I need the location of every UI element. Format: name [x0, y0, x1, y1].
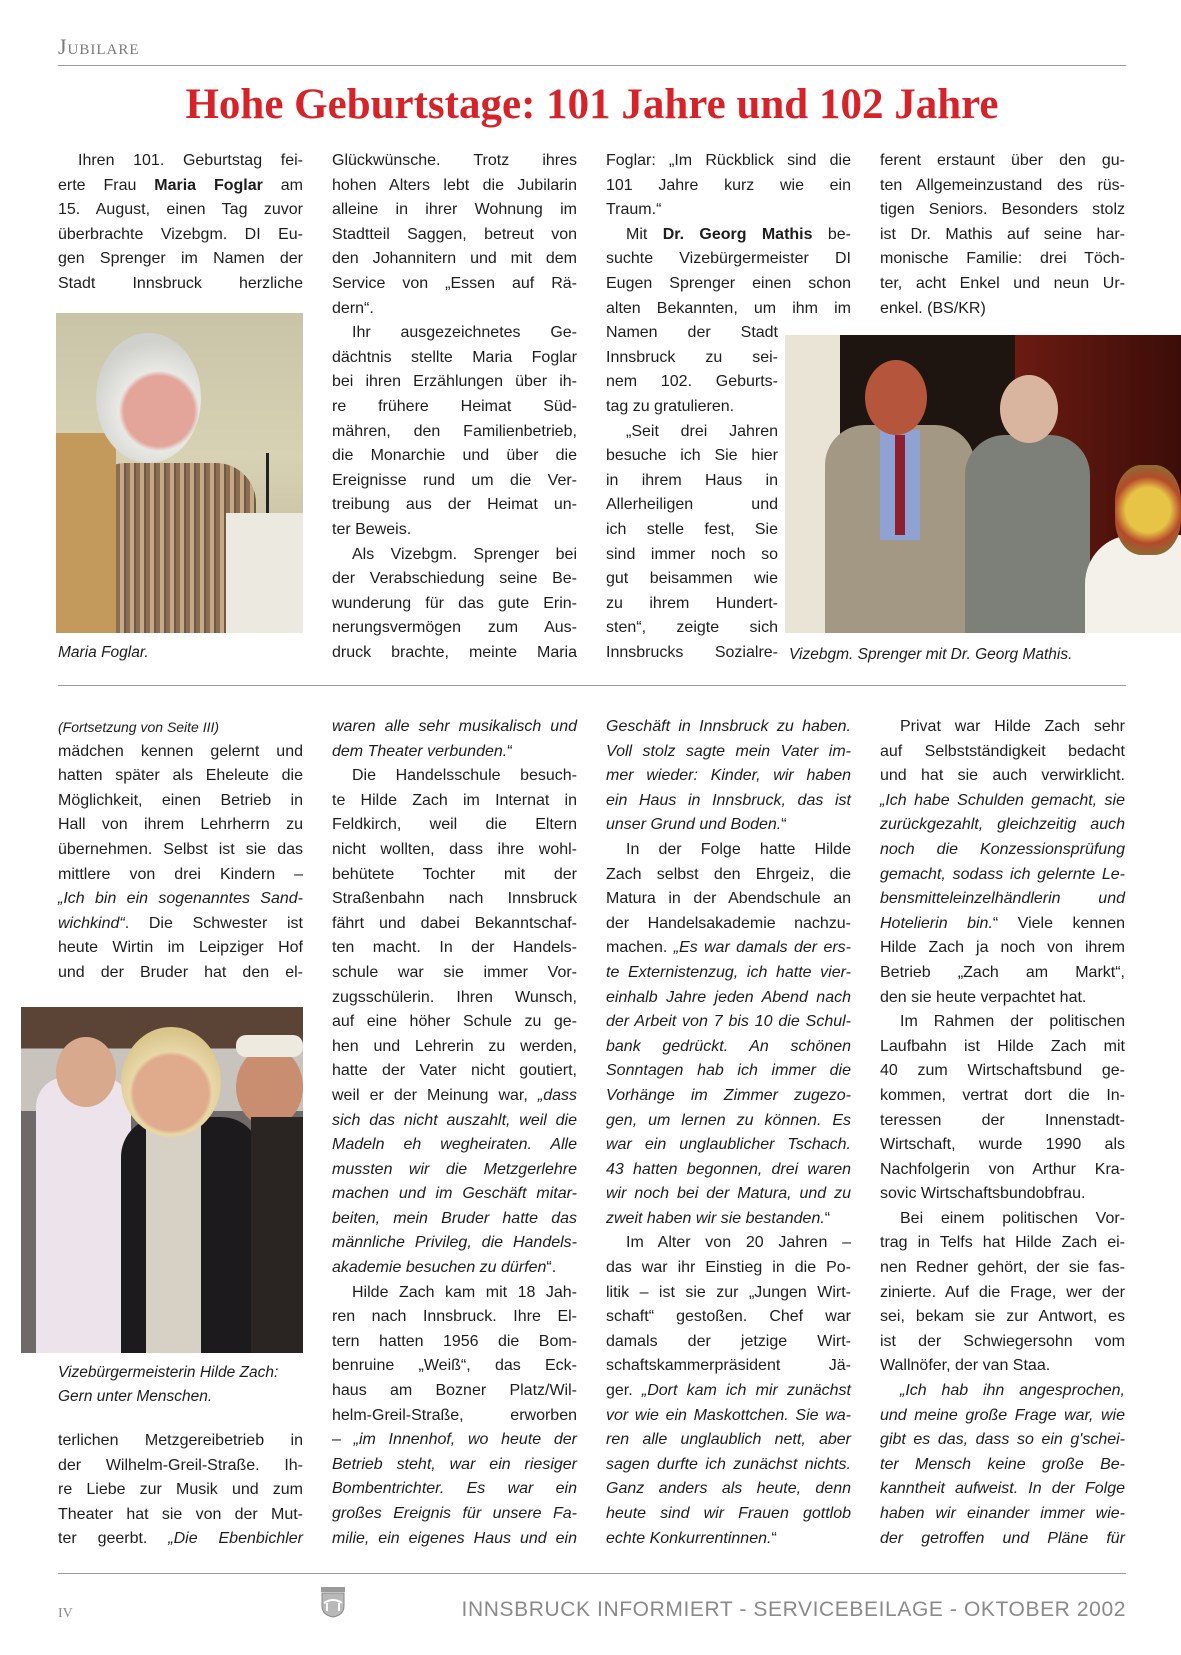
text-line [606, 1084, 851, 1109]
italic-quote: haben wir einander immer wie- [880, 1505, 1125, 1522]
text-run: – [332, 1431, 354, 1449]
text-line: haus am Bozner Platz/Wil- [332, 1382, 577, 1400]
text-line: Namen der Stadt [606, 324, 778, 342]
text-line: In der Folge hatte Hilde [626, 840, 851, 858]
text-line: ten Allgemeinzustand des rüs- [880, 176, 1125, 194]
text-run: am [262, 176, 304, 194]
text-line: Service von „Essen auf Rä- [332, 274, 577, 292]
italic-quote: bensmitteleinzelhändlerin und [880, 890, 1125, 908]
top-column-1 [58, 149, 303, 297]
italic-quote: te Externistenzug, ich hatte vier- [606, 963, 851, 981]
italic-quote: noch die Konzessionsprüfung [880, 840, 1125, 858]
text-line: zinierte. Auf die Frage, wer der [880, 1283, 1125, 1301]
text-line: dern“. [332, 299, 374, 317]
italic-quote: mer wieder: Kinder, wir haben [606, 767, 851, 785]
text-line: auf Selbstständigkeit bedacht [880, 742, 1125, 760]
caption-hilde-zach-line-1: Vizebürgermeisterin Hilde Zach: [58, 1364, 279, 1381]
italic-quote: „Dort kam ich mir zunächst [641, 1382, 851, 1400]
text-line [332, 740, 577, 765]
italic-quote: 43 hatten begonnen, drei waren [606, 1160, 851, 1178]
text-line: monische Familie: drei Töch- [880, 250, 1125, 268]
text-line: Stadtteil Saggen, betreut von [332, 225, 577, 243]
text-line: Hilde Zach ja noch von ihrem [880, 939, 1125, 957]
text-line [332, 1527, 577, 1552]
text-line: ter, acht Enkel und neun Ur- [880, 274, 1125, 292]
text-line: nerungsvermögen zum Aus- [332, 619, 577, 637]
italic-quote: dem Theater verbunden. [332, 742, 508, 760]
italic-quote: Hotelierin bin. [880, 914, 993, 932]
text-line [58, 174, 303, 199]
text-line: 40 zum Wirtschaftsbund ge- [880, 1062, 1125, 1080]
italic-quote: wir noch bei der Matura, und zu [606, 1185, 851, 1203]
italic-quote: sagen durfte ich zunächst nichts. [606, 1455, 851, 1473]
text-line [606, 1428, 851, 1453]
italic-quote: machen und im Geschäft mitar- [332, 1185, 577, 1203]
text-line: terlichen Metzgereibetrieb in [58, 1432, 303, 1449]
text-line: re Liebe zur Musik und zum [58, 1481, 303, 1499]
text-line [58, 1527, 303, 1552]
text-line: schaft“ gestoßen. Chef war [606, 1308, 851, 1326]
italic-quote: sich das nicht auszahlt, weil die [332, 1111, 577, 1129]
bold-name: Dr. Georg Mathis [662, 225, 813, 243]
text-line [880, 912, 1125, 937]
text-line: besuche ich Sie hier [606, 447, 778, 465]
text-run: ter geerbt. [58, 1530, 169, 1548]
italic-quote: männliche Privileg, die Handels- [332, 1234, 577, 1252]
text-line [606, 789, 851, 814]
text-line: 15. August, einen Tag zuvor [58, 201, 303, 219]
text-run: “ [507, 742, 513, 760]
text-line: (Fortsetzung von Seite III) [58, 719, 220, 735]
text-line: Im Rahmen der politischen [900, 1013, 1125, 1031]
text-line: teressen der Innenstadt- [880, 1111, 1125, 1129]
text-run: “ [771, 1529, 777, 1547]
italic-quote: großes Ereignis für unsere Fa- [332, 1505, 577, 1522]
text-line: te Hilde Zach im Internat in [332, 791, 577, 809]
text-line: Die Handelsschule besuch- [352, 767, 577, 785]
photo-maria-foglar [56, 313, 303, 633]
italic-quote: der getroffen und Pläne für [880, 1529, 1125, 1547]
text-line: Eugen Sprenger einen schon [606, 274, 851, 292]
text-line [880, 1527, 1125, 1552]
caption-sprenger-mathis: Vizebgm. Sprenger mit Dr. Georg Mathis. [789, 646, 1073, 663]
text-line: trag in Telfs hat Hilde Zach ei- [880, 1234, 1125, 1252]
text-line [880, 863, 1125, 888]
text-line: druck brachte, meinte Maria [332, 643, 577, 661]
text-line [332, 1453, 577, 1478]
italic-quote: ren alle unglaublich nett, aber [606, 1431, 851, 1449]
text-line: damals der jetzige Wirt- [606, 1332, 851, 1350]
text-line: ich stelle fest, Sie [606, 520, 778, 538]
text-line: nen Redner gehört, der sie fas- [880, 1259, 1125, 1277]
text-line: heute Wirtin im Leipziger Hof [58, 939, 303, 957]
text-line [880, 813, 1125, 838]
text-line: Betrieb „Zach am Markt“, [880, 963, 1125, 981]
innsbruck-coat-of-arms-icon [320, 1586, 346, 1618]
text-line: Im Alter von 20 Jahren – [626, 1234, 851, 1252]
text-line: tern hatten 1956 die Bom- [332, 1332, 577, 1350]
top-column-4 [880, 149, 1125, 321]
caption-hilde-zach-line-2: Gern unter Menschen. [58, 1388, 213, 1405]
text-line: nem 102. Geburts- [606, 373, 778, 391]
text-line [606, 1502, 851, 1527]
bottom-column-2 [332, 715, 577, 1551]
page-number: IV [58, 1606, 73, 1621]
bottom-column-1 [58, 715, 303, 986]
text-line [880, 1477, 1125, 1502]
text-line [606, 1207, 851, 1232]
text-line: Möglichkeit, einen Betrieb in [58, 791, 303, 809]
italic-quote: mussten wir die Metzgerlehre [332, 1160, 577, 1178]
text-line [606, 1453, 851, 1478]
text-line: zu ihrem Hundert- [606, 594, 778, 612]
text-line [606, 715, 851, 740]
text-line: und hat sie auch verwirklicht. [880, 767, 1125, 785]
italic-quote: „dass [537, 1086, 577, 1104]
italic-quote: gen, um lernen zu können. Es [606, 1111, 851, 1129]
text-line [880, 838, 1125, 863]
text-run: ger. [606, 1382, 642, 1400]
bottom-column-3 [606, 715, 851, 1551]
text-line [58, 887, 303, 912]
text-line [606, 961, 851, 986]
text-line: Wallnöfer, der van Staa. [880, 1357, 1051, 1375]
text-line: auf eine höher Schule zu ge- [332, 1013, 577, 1031]
text-line: Bei einem politischen Vor- [900, 1209, 1125, 1227]
text-line: hen und Lehrerin zu werden, [332, 1037, 577, 1055]
italic-quote: der Arbeit von 7 bis 10 die Schul- [606, 1013, 851, 1031]
text-line [332, 1231, 577, 1256]
text-line [332, 1109, 577, 1134]
text-line: schule war sie immer Vor- [332, 963, 577, 981]
text-line: suchte Vizebürgermeister DI [606, 250, 851, 268]
text-line: ren nach Innsbruck. Ihre El- [332, 1308, 577, 1326]
text-run: be- [812, 225, 851, 243]
text-line: ist der Schwiegersohn vom [880, 1332, 1125, 1350]
text-line: sind immer noch so [606, 545, 778, 563]
text-line: tag zu gratulieren. [606, 397, 735, 415]
text-line [606, 1059, 851, 1084]
text-run: erte Frau [58, 176, 155, 194]
text-run: “ [781, 816, 787, 834]
text-line [880, 887, 1125, 912]
caption-maria-foglar: Maria Foglar. [58, 644, 149, 661]
text-line [606, 223, 851, 248]
italic-quote: milie, ein eigenes Haus und ein [332, 1529, 577, 1547]
text-line: Ihr ausgezeichnetes Ge- [352, 324, 577, 342]
text-line [332, 1207, 577, 1232]
text-run: Mit [626, 225, 663, 243]
text-line: ter Beweis. [332, 520, 412, 538]
text-line [58, 912, 303, 937]
text-line: hohen Alters lebt die Jubilarin [332, 176, 577, 194]
text-line [606, 1109, 851, 1134]
text-line [880, 1379, 1125, 1404]
italic-quote: beiten, mein Bruder hatte das [332, 1209, 577, 1227]
text-line: tigen Seniors. Besonders stolz [880, 201, 1125, 219]
text-line: übernehmen. Selbst ist sie das [58, 840, 303, 858]
italic-quote: „Die Ebenbichler [168, 1530, 304, 1548]
text-line: Stadt Innsbruck herzliche [58, 274, 303, 292]
text-line: ten macht. In der Handels- [332, 939, 577, 957]
text-line: und der Bruder hat den el- [58, 963, 303, 981]
text-line: Ihren 101. Geburtstag fei- [78, 152, 303, 169]
text-line [606, 764, 851, 789]
text-run: machen. [606, 939, 674, 957]
text-line: Feldkirch, weil die Eltern [332, 816, 577, 834]
text-line: nicht wollten, dass ihre wohl- [332, 840, 577, 858]
text-line: gen Sprenger im Namen der [58, 250, 303, 268]
text-line: der Verabschiedung seine Be- [332, 570, 577, 588]
text-line: überbrachte Vizebgm. DI Eu- [58, 225, 303, 243]
italic-quote: Voll stolz sagte mein Vater im- [606, 742, 851, 760]
text-line: mädchen kennen gelernt und [58, 742, 303, 760]
text-line: alleine in ihrer Wohnung im [332, 201, 577, 219]
text-line [880, 1502, 1125, 1527]
text-line: Privat war Hilde Zach sehr [900, 718, 1125, 735]
text-line: benruine „Weiß“, das Eck- [332, 1357, 577, 1375]
italic-quote: kanntheit aufweist. In der Folge [880, 1480, 1125, 1498]
section-label: Jubilare [58, 34, 140, 59]
italic-quote: „Ich habe Schulden gemacht, sie [880, 791, 1125, 809]
text-line: gut beisammen wie [606, 570, 778, 588]
text-line: Traum.“ [606, 201, 662, 219]
italic-quote: war ein unglaublicher Tschach. [606, 1136, 851, 1154]
text-line [880, 1453, 1125, 1478]
text-line: Als Vizebgm. Sprenger bei [352, 545, 577, 563]
italic-quote: echte Konkurrentinnen. [606, 1529, 772, 1547]
text-line: Foglar: „Im Rückblick sind die [606, 152, 851, 169]
text-line [606, 986, 851, 1011]
text-line [606, 1010, 851, 1035]
italic-quote: „Es war damals der ers- [673, 939, 851, 957]
bottom-column-4 [880, 715, 1125, 1551]
text-line: den sie heute verpachtet hat. [880, 988, 1087, 1006]
text-run: “. [546, 1259, 557, 1277]
text-line: den Johannitern und mit dem [332, 250, 577, 268]
text-line: Zach selbst den Ehrgeiz, die [606, 865, 851, 883]
italic-quote: Vorhänge im Zimmer zugezo- [606, 1086, 851, 1104]
italic-quote: Sonntagen hab ich immer die [606, 1062, 851, 1080]
text-line: das war ihr Einstieg in die Po- [606, 1259, 851, 1277]
text-line [880, 789, 1125, 814]
publication-footer: INNSBRUCK INFORMIERT - SERVICEBEILAGE - OKTOBER 2002 [461, 1598, 1126, 1621]
text-line: sovic Wirtschaftsbundobfrau. [880, 1185, 1086, 1203]
text-line [606, 1477, 851, 1502]
text-line [606, 740, 851, 765]
header-rule [58, 65, 1126, 66]
text-line: hatten später als Eheleute die [58, 767, 303, 785]
text-line [880, 1428, 1125, 1453]
text-line: behütete Tochter mit der [332, 865, 577, 883]
text-line: schaftskammerpräsident Jä- [606, 1357, 851, 1375]
text-line: treibung aus der Heimat un- [332, 496, 577, 514]
text-line: 101 Jahre kurz wie ein [606, 176, 851, 194]
italic-quote: zurückgezahlt, gleichzeitig auch [880, 816, 1125, 834]
text-line [332, 1133, 577, 1158]
text-line: alten Bekannten, um ihm im [606, 299, 851, 317]
text-line: Innsbrucks Sozialre- [606, 643, 778, 661]
italic-quote: Bombentrichter. Es war ein [332, 1480, 577, 1498]
text-line [332, 715, 577, 740]
bottom-column-1-continued [58, 1429, 303, 1552]
text-line: dächtnis stellte Maria Foglar [332, 348, 577, 366]
text-line [606, 1035, 851, 1060]
text-line: wunderung für das gute Erin- [332, 594, 577, 612]
text-line: mittlere von drei Kindern – [58, 865, 303, 883]
text-line: Allerheiligen und [606, 496, 778, 514]
top-column-2 [332, 149, 577, 665]
italic-quote: waren alle sehr musikalisch und [332, 718, 577, 735]
text-line: ferent erstaunt über den gu- [880, 152, 1125, 169]
text-run: “ [824, 1209, 831, 1227]
text-line: Hilde Zach kam mit 18 Jah- [352, 1283, 577, 1301]
italic-quote: gemacht, sodass ich gelernte Le- [880, 865, 1125, 883]
text-run: “ Viele kennen [992, 914, 1126, 932]
bold-name: Maria Foglar [154, 176, 263, 194]
text-line: fährt und dabei Bekanntschaf- [332, 914, 577, 932]
italic-quote: akademie besuchen zu dürfen [332, 1259, 547, 1277]
text-line: „Seit drei Jahren [626, 422, 778, 440]
text-line [606, 813, 851, 838]
italic-quote: unser Grund und Boden. [606, 816, 782, 834]
italic-quote: einhalb Jahre jeden Abend nach [606, 988, 851, 1006]
italic-quote: ter Mensch keine große Be- [880, 1455, 1125, 1473]
text-line: der Wilhelm-Greil-Straße. Ih- [58, 1456, 303, 1474]
text-line [606, 1182, 851, 1207]
text-line [332, 1256, 577, 1281]
text-line [606, 1527, 851, 1552]
text-line [606, 1379, 851, 1404]
text-line [332, 1158, 577, 1183]
italic-quote: Betrieb steht, war ein riesiger [332, 1455, 577, 1473]
text-line: Straßenbahn nach Innsbruck [332, 890, 577, 908]
text-line: sten“, zeigte sich [606, 619, 778, 637]
text-line [606, 936, 851, 961]
italic-quote: Ganz anders als heute, denn [606, 1480, 851, 1498]
text-line: zugsschülerin. Ihren Wunsch, [332, 988, 577, 1006]
text-line: Laufbahn ist Hilde Zach mit [880, 1037, 1125, 1055]
text-line [606, 1158, 851, 1183]
text-line [606, 1404, 851, 1429]
footer-rule [58, 1573, 1126, 1574]
text-line: bei ihren Erzählungen über ih- [332, 373, 577, 391]
text-line: Wirtschaft, wurde 1990 als [880, 1136, 1125, 1154]
text-line: die Monarchie und über die [332, 447, 577, 465]
text-line: der Handelsakademie nachzu- [606, 914, 851, 932]
italic-quote: Geschäft in Innsbruck zu haben. [606, 718, 851, 735]
italic-quote: „im Innenhof, wo heute der [353, 1431, 577, 1449]
text-line: ist Dr. Mathis auf seine har- [880, 225, 1125, 243]
text-line: mähren, den Familienbetrieb, [332, 422, 577, 440]
text-line: Ereignisse rund um die Ver- [332, 471, 577, 489]
text-line: Nachfolgerin von Arthur Kra- [880, 1160, 1125, 1178]
photo-hilde-zach [21, 1007, 303, 1353]
text-line: hatte der Vater nicht goutiert, [332, 1062, 577, 1080]
text-line: sei, bekam sie zur Antwort, es [880, 1308, 1125, 1326]
italic-quote: Madeln eh wegheiraten. Alle [332, 1136, 577, 1154]
text-line: Theater hat sie von der Mut- [58, 1505, 303, 1523]
section-divider [58, 685, 1126, 686]
article-title: Hohe Geburtstage: 101 Jahre und 102 Jahre [185, 81, 999, 128]
text-line [332, 1182, 577, 1207]
italic-quote: „Ich hab ihn angesprochen, [900, 1382, 1125, 1400]
text-line: re frühere Heimat Süd- [332, 397, 577, 415]
italic-quote: zweit haben wir sie bestanden. [606, 1209, 825, 1227]
text-line: Glückwünsche. Trotz ihres [332, 152, 577, 169]
text-line: kommen, vertrat dort die In- [880, 1086, 1125, 1104]
text-line: Innsbruck zu sei- [606, 348, 778, 366]
italic-quote: ein Haus in Innsbruck, das ist [606, 791, 851, 809]
text-line: in ihrem Haus in [606, 471, 778, 489]
text-line: Matura in der Abendschule an [606, 890, 851, 908]
text-line: helm-Greil-Straße, erworben [332, 1406, 577, 1424]
italic-quote: wichkind“ [58, 914, 125, 932]
text-line: enkel. (BS/KR) [880, 299, 986, 317]
text-run: . Die Schwester ist [124, 914, 303, 932]
italic-quote: „Ich bin ein sogenanntes Sand- [58, 890, 303, 908]
text-line [332, 1477, 577, 1502]
italic-quote: bank gedrückt. An schönen [606, 1037, 851, 1055]
italic-quote: und meine große Frage war, wie [880, 1406, 1125, 1424]
text-line: Hall von ihrem Lehrherrn zu [58, 816, 303, 834]
text-line: litik – ist sie zur „Jungen Wirt- [606, 1283, 851, 1301]
text-line [332, 1502, 577, 1527]
text-line [332, 1428, 577, 1453]
photo-sprenger-mathis [785, 335, 1181, 633]
text-run: weil er der Meinung war, [332, 1086, 538, 1104]
italic-quote: heute sind wir Frauen gottlob [606, 1505, 851, 1522]
text-line [332, 1084, 577, 1109]
text-line [880, 1404, 1125, 1429]
italic-quote: vor wie ein Maskottchen. Sie wa- [606, 1406, 851, 1424]
text-line [606, 1133, 851, 1158]
italic-quote: gibt es das, dass so ein g'schei- [880, 1431, 1125, 1449]
